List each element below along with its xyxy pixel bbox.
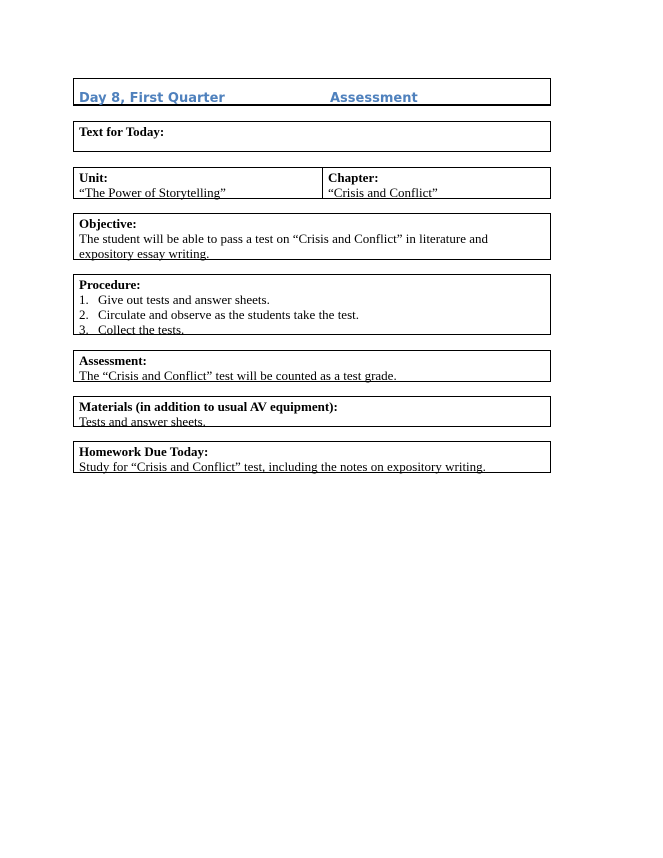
materials-box bbox=[73, 396, 551, 427]
homework-box bbox=[73, 441, 551, 473]
assessment-box bbox=[73, 350, 551, 382]
unit-label: Unit: bbox=[79, 170, 108, 185]
unit-cell bbox=[74, 168, 323, 198]
text-for-today-label: Text for Today: bbox=[79, 124, 165, 139]
procedure-steps bbox=[79, 292, 545, 337]
homework-label: Homework Due Today: bbox=[79, 444, 209, 459]
procedure-step: 3. Collect the tests. bbox=[79, 322, 185, 337]
assessment-text: The “Crisis and Conflict” test will be counted as a test grade. bbox=[79, 368, 397, 383]
section-title: Assessment bbox=[330, 91, 418, 106]
chapter-cell bbox=[323, 168, 443, 198]
objective-text: The student will be able to pass a test on “Crisis and Conflict” in literature and expository essay writing. bbox=[79, 231, 489, 261]
objective-label: Objective: bbox=[79, 216, 137, 231]
day-title: Day 8, First Quarter bbox=[79, 91, 225, 106]
procedure-box bbox=[73, 274, 551, 335]
text-for-today-box bbox=[73, 121, 551, 152]
objective-box bbox=[73, 213, 551, 260]
chapter-label: Chapter: bbox=[328, 170, 379, 185]
unit-value: “The Power of Storytelling” bbox=[79, 185, 226, 200]
lesson-header bbox=[73, 78, 551, 106]
procedure-step: 1. Give out tests and answer sheets. bbox=[79, 292, 270, 307]
homework-text: Study for “Crisis and Conflict” test, including the notes on expository writing. bbox=[79, 459, 486, 474]
procedure-label: Procedure: bbox=[79, 277, 141, 292]
assessment-label: Assessment: bbox=[79, 353, 147, 368]
materials-text: Tests and answer sheets. bbox=[79, 414, 206, 429]
procedure-step: 2. Circulate and observe as the students take the test. bbox=[79, 307, 360, 322]
materials-label: Materials (in addition to usual AV equipment): bbox=[79, 399, 338, 414]
chapter-value: “Crisis and Conflict” bbox=[328, 185, 438, 200]
unit-chapter-box bbox=[73, 167, 551, 199]
